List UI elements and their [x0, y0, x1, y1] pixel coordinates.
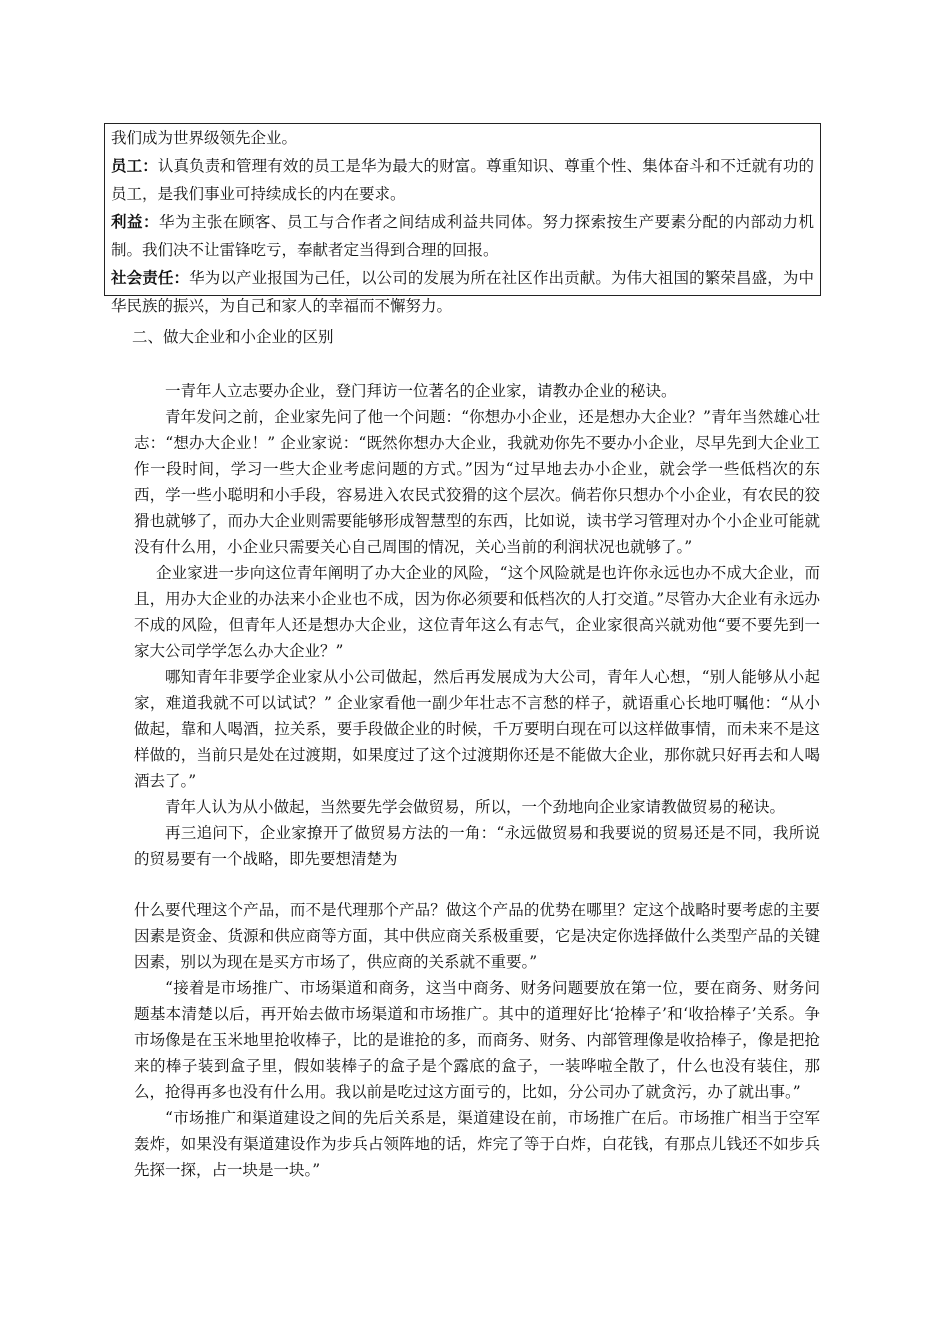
value-text: 华为以产业报国为己任，以公司的发展为所在社区作出贡献。为伟大祖国的繁荣昌盛，为中华民族的振兴，为自己和家人的幸福而不懈努力。 [111, 269, 814, 315]
section-heading: 二、做大企业和小企业的区别 [132, 328, 334, 346]
box-intro-line: 我们成为世界级领先企业。 [111, 129, 298, 147]
paragraph: 一青年人立志要办企业，登门拜访一位著名的企业家，请教办企业的秘诀。 [165, 382, 677, 400]
value-item-interests [111, 208, 814, 264]
value-label: 利益： [111, 212, 159, 231]
paragraph: 青年发问之前，企业家先问了他一个问题：“你想办小企业，还是想办大企业？”青年当然雄心壮志：“想办大企业！” 企业家说：“既然你想办大企业，我就劝你先不要办小企业，尽早先到大企业工作一段时间，学习一些大企业考虑问题的方式。”因为“过早地去办小企业，就会学一些低档次的东西，学一些小聪明和小手段，容易进入农民式狡猾的这个层次。倘若你只想办个小企业，有农民的狡猾也就够了，而办大企业则需要能够形成智慧型的东西，比如说，读书学习管理对办个小企业可能就没有什么用，小企业只需要关心自己周围的情况，关心当前的利润状况也就够了。” [134, 408, 820, 556]
core-values-box [104, 123, 821, 315]
paragraph: 青年人认为从小做起，当然要先学会做贸易，所以，一个劲地向企业家请教做贸易的秘诀。 [165, 798, 786, 816]
paragraph: 哪知青年非要学企业家从小公司做起，然后再发展成为大公司，青年人心想，“别人能够从小起家，难道我就不可以试试？” 企业家看他一副少年壮志不言愁的样子，就语重心长地叮嘱他：“从小做起，靠和人喝酒，拉关系，要手段做企业的时候，千万要明白现在可以这样做事情，而未来不是这样做的，当前只是处在过渡期，如果度过了这个过渡期你还是不能做大企业，那你就只好再去和人喝酒去了。” [134, 668, 820, 790]
value-item-social-responsibility [111, 264, 814, 320]
article-body-part1 [134, 378, 820, 872]
paragraph: 再三追问下，企业家撩开了做贸易方法的一角：“永远做贸易和我要说的贸易还是不同，我所说的贸易要有一个战略，即先要想清楚为 [134, 824, 820, 868]
article-body-part2 [134, 897, 820, 1183]
paragraph: “接着是市场推广、市场渠道和商务，这当中商务、财务问题要放在第一位，要在商务、财务问题基本清楚以后，再开始去做市场渠道和市场推广。其中的道理好比‘抢棒子’和‘收拾棒子’关系。争市场像是在玉米地里抢收棒子，比的是谁抢的多，而商务、财务、内部管理像是收拾棒子，像是把抢来的棒子装到盒子里，假如装棒子的盒子是个露底的盒子，一装哗啦全散了，什么也没有装住，那么，抢得再多也没有什么用。我以前是吃过这方面亏的，比如，分公司办了就贪污，办了就出事。” [134, 979, 820, 1101]
value-label: 员工： [111, 156, 158, 175]
paragraph: “市场推广和渠道建设之间的先后关系是，渠道建设在前，市场推广在后。市场推广相当于空军轰炸，如果没有渠道建设作为步兵占领阵地的话，炸完了等于白炸，白花钱，有那点儿钱还不如步兵先探一探，占一块是一块。” [134, 1109, 820, 1179]
paragraph: 什么要代理这个产品，而不是代理那个产品？做这个产品的优势在哪里？定这个战略时要考虑的主要因素是资金、货源和供应商等方面，其中供应商关系极重要，它是决定你选择做什么类型产品的关键因素，别以为现在是买方市场了，供应商的关系就不重要。” [134, 901, 820, 971]
value-text: 华为主张在顾客、员工与合作者之间结成利益共同体。努力探索按生产要素分配的内部动力机制。我们决不让雷锋吃亏，奉献者定当得到合理的回报。 [111, 213, 814, 259]
value-item-employees [111, 152, 814, 208]
value-text: 认真负责和管理有效的员工是华为最大的财富。尊重知识、尊重个性、集体奋斗和不迁就有功的员工，是我们事业可持续成长的内在要求。 [111, 157, 814, 203]
paragraph: 企业家进一步向这位青年阐明了办大企业的风险，“这个风险就是也许你永远也办不成大企业，而且，用办大企业的办法来小企业也不成，因为你必须要和低档次的人打交道。”尽管办大企业有永远办不成的风险，但青年人还是想办大企业，这位青年这么有志气，企业家很高兴就劝他“要不要先到一家大公司学学怎么办大企业？” [134, 564, 820, 660]
value-label: 社会责任： [111, 268, 190, 287]
